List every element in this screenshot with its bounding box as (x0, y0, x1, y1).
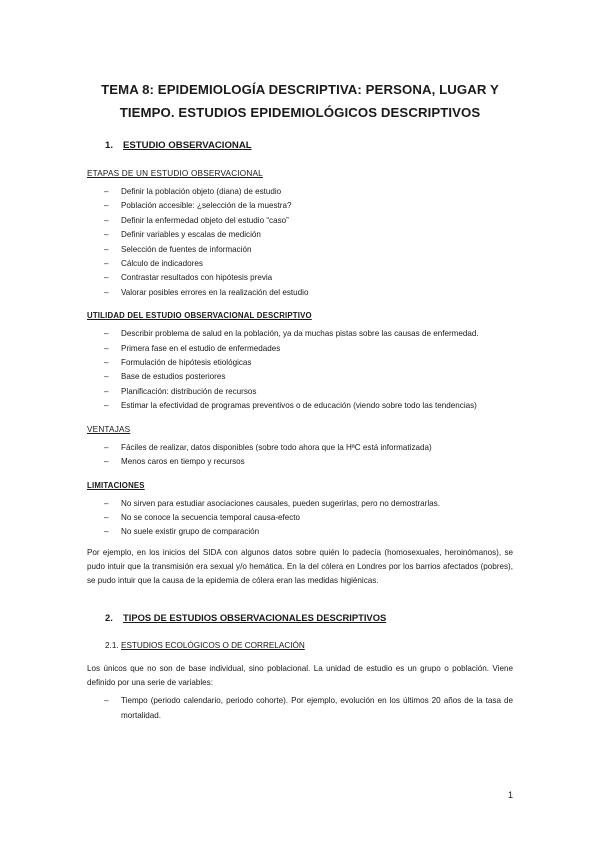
ventajas-list (87, 441, 513, 470)
list-item: – Definir la enfermedad objeto del estudio “caso” (87, 214, 513, 228)
example-paragraph: Por ejemplo, en los inicios del SIDA con algunos datos sobre quién lo padecía (homosexuales, heroinómanos), se pudo intuir que la transmisión era sexual y/o hemática. En la del cólera en Londres por los barrios afectados (pobres), se pudo intuir que la causa de la epidemia de cólera eran las medidas higiénicas. (87, 547, 513, 586)
section-2-title: TIPOS DE ESTUDIOS OBSERVACIONALES DESCRIPTIVOS (123, 611, 387, 623)
list-item: – Tiempo (periodo calendario, periodo cohorte). Por ejemplo, evolución en los últimos 20 años de la tasa de mortalidad. (87, 694, 513, 723)
list-item: – No sirven para estudiar asociaciones causales, pueden sugerirlas, pero no demostrarlas. (87, 497, 513, 511)
limitaciones-heading: LIMITACIONES (87, 480, 145, 490)
list-item: – No suele existir grupo de comparación (87, 525, 513, 539)
section-2-number: 2. (105, 611, 113, 623)
limitaciones-list (87, 497, 513, 540)
list-item: – Formulación de hipótesis etiológicas (87, 356, 513, 370)
list-item: – Describir problema de salud en la población, ya da muchas pistas sobre las causas de enfermedad. (87, 327, 513, 341)
list-item: – Menos caros en tiempo y recursos (87, 455, 513, 469)
list-item: – Valorar posibles errores en la realización del estudio (87, 286, 513, 300)
list-item: – Cálculo de indicadores (87, 257, 513, 271)
list-item: – Selección de fuentes de información (87, 243, 513, 257)
section-1-title: ESTUDIO OBSERVACIONAL (123, 140, 252, 151)
list-item: – Primera fase en el estudio de enfermedades (87, 342, 513, 356)
document-title (87, 0, 513, 124)
variables-list (87, 694, 513, 723)
etapas-list (87, 185, 513, 300)
ventajas-heading: VENTAJAS (87, 424, 131, 434)
section-1-heading (87, 139, 513, 153)
section-2-heading (87, 611, 513, 625)
utilidad-heading: UTILIDAD DEL ESTUDIO OBSERVACIONAL DESCRIPTIVO (87, 311, 312, 321)
list-item: – Estimar la efectividad de programas preventivos o de educación (viendo sobre todo las tendencias) (87, 399, 513, 413)
page-number: 1 (507, 790, 513, 800)
section-1-number: 1. (105, 140, 114, 151)
etapas-heading: ETAPAS DE UN ESTUDIO OBSERVACIONAL (87, 169, 263, 178)
title-line-1: TEMA 8: EPIDEMIOLOGÍA DESCRIPTIVA: PERSONA, LUGAR Y (101, 82, 499, 97)
subsection-2-1-title: ESTUDIOS ECOLÓGICOS O DE CORRELACIÓN (121, 640, 305, 650)
title-line-2: TIEMPO. ESTUDIOS EPIDEMIOLÓGICOS DESCRIPTIVOS (119, 105, 481, 120)
subsection-2-1-heading (87, 639, 513, 652)
list-item: – Base de estudios posteriores (87, 370, 513, 384)
list-item: – No se conoce la secuencia temporal causa-efecto (87, 511, 513, 525)
list-item: – Definir variables y escalas de medición (87, 228, 513, 242)
list-item: – Definir la población objeto (diana) de estudio (87, 185, 513, 199)
list-item: – Planificación: distribución de recursos (87, 385, 513, 399)
list-item: – Población accesible: ¿selección de la muestra? (87, 199, 513, 213)
subsection-2-1-number: 2.1. (105, 640, 119, 650)
ecologicos-paragraph: Los únicos que no son de base individual, sino poblacional. La unidad de estudio es un grupo o población. Viene definido por una serie de variables: (87, 663, 513, 687)
list-item: – Contrastar resultados con hipótesis previa (87, 271, 513, 285)
utilidad-list (87, 327, 513, 413)
list-item: – Fáciles de realizar, datos disponibles (sobre todo ahora que la HªC está informatizada) (87, 441, 513, 455)
